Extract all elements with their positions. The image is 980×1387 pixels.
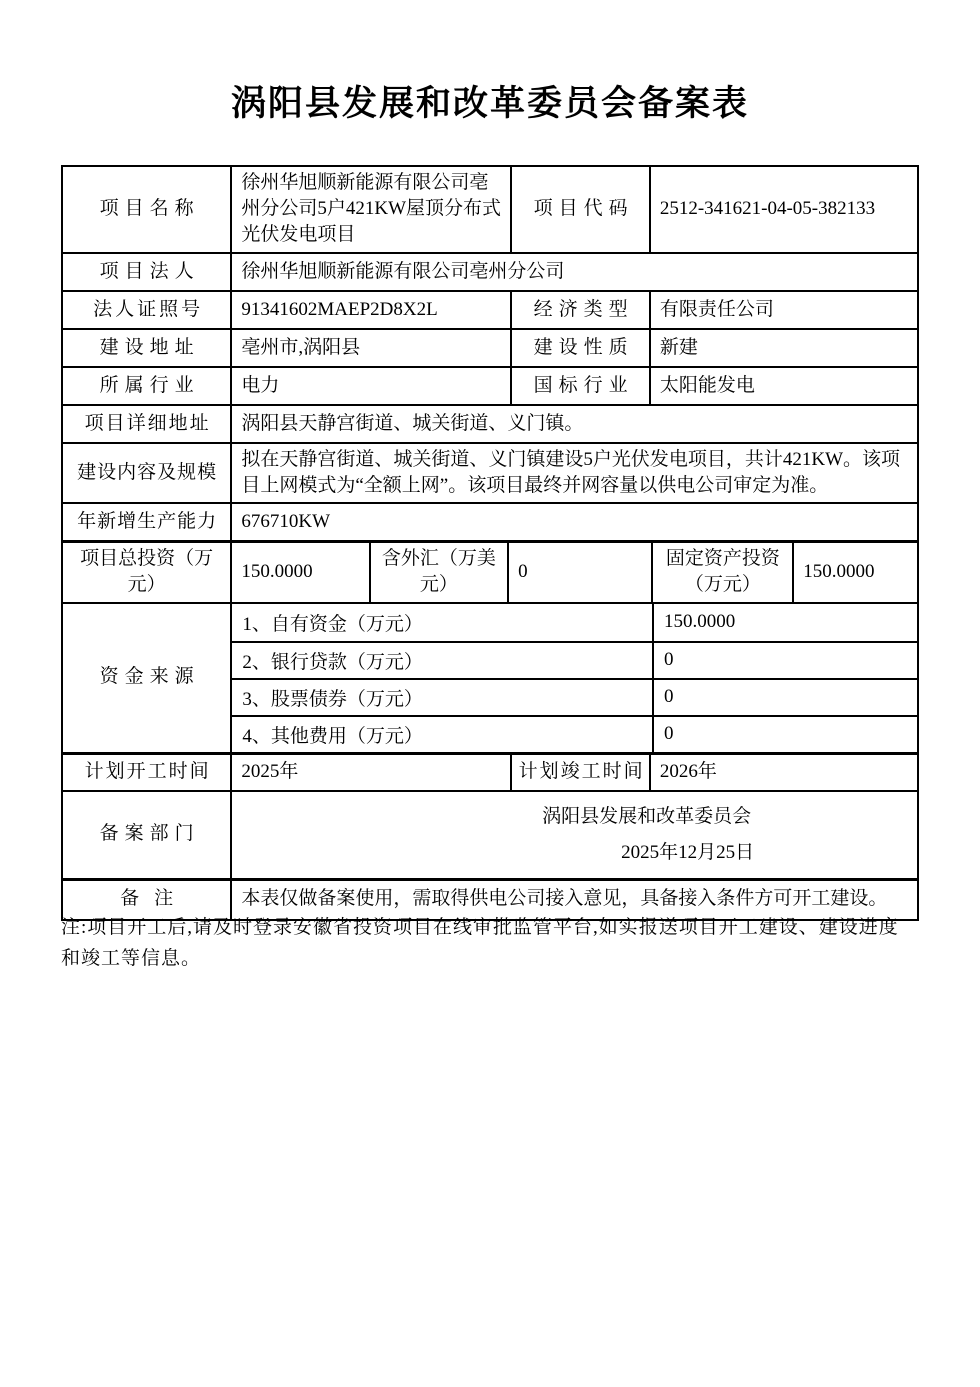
national-industry-label: 国标行业	[510, 368, 648, 404]
fixed-investment-label: 固定资产投资（万元）	[651, 543, 792, 601]
build-address-value: 亳州市,涡阳县	[230, 330, 510, 366]
build-address-label: 建设地址	[99, 336, 200, 358]
detail-address-value: 涡阳县天静宫街道、城关街道、义门镇。	[230, 406, 917, 442]
footnote: 注:项目开工后,请及时登录安徽省投资项目在线审批监管平台,如实报送项目开工建设、建设进度和竣工等信息。	[61, 917, 899, 970]
build-nature-label: 建设性质	[510, 330, 648, 366]
economic-type-value: 有限责任公司	[649, 292, 917, 328]
funding-row-other-costs	[232, 715, 917, 752]
capacity-value: 676710KW	[230, 504, 917, 540]
detail-address-label: 项目详细地址	[84, 412, 211, 434]
row-capacity	[63, 502, 917, 540]
total-investment-label: 项目总投资（万元）	[80, 548, 214, 596]
forex-label: 含外汇（万美元）	[369, 543, 507, 601]
record-dept-org: 涡阳县发展和改革委员会	[542, 806, 752, 828]
row-detail-address	[63, 404, 917, 442]
record-dept-cell	[230, 792, 917, 878]
funding-source-label: 资金来源	[99, 666, 200, 688]
remark-label: 备注	[120, 888, 189, 910]
fixed-investment-value: 150.0000	[792, 543, 917, 601]
planned-start-label: 计划开工时间	[84, 760, 211, 782]
scale-value: 拟在天静宫街道、城关街道、义门镇建设5户光伏发电项目，共计421KW。该项目上网模式为“全额上网”。该项目最终并网容量以供电公司审定为准。	[230, 444, 917, 502]
row-scale	[63, 442, 917, 502]
record-dept-date: 2025年12月25日	[621, 841, 755, 863]
license-no-label: 法人证照号	[93, 298, 204, 320]
planned-finish-label: 计划竣工时间	[510, 755, 648, 790]
funding-item-name: 4、其他费用（万元）	[242, 725, 423, 747]
total-investment-value: 150.0000	[230, 543, 368, 601]
row-build-address	[63, 328, 917, 366]
row-planned-time	[63, 752, 917, 790]
planned-finish-value: 2026年	[649, 755, 917, 790]
industry-label: 所属行业	[99, 374, 200, 396]
legal-person-value: 徐州华旭顺新能源有限公司亳州分公司	[230, 254, 917, 290]
row-record-dept	[63, 790, 917, 878]
project-code-label: 项目代码	[510, 167, 648, 252]
page-title: 涡阳县发展和改革委员会备案表	[230, 84, 749, 123]
funding-item-value: 0	[652, 717, 917, 752]
record-dept-label: 备案部门	[99, 823, 200, 845]
economic-type-label: 经济类型	[510, 292, 648, 328]
industry-value: 电力	[230, 368, 510, 404]
funding-row-own-funds	[232, 604, 917, 641]
remark-value: 本表仅做备案使用，需取得供电公司接入意见，具备接入条件方可开工建设。	[230, 881, 917, 919]
row-license-no	[63, 290, 917, 328]
row-industry	[63, 366, 917, 404]
capacity-label: 年新增生产能力	[77, 510, 218, 532]
funding-row-stocks-bonds	[232, 678, 917, 715]
scale-label: 建设内容及规模	[77, 461, 218, 483]
forex-value: 0	[507, 543, 651, 601]
row-legal-person	[63, 252, 917, 290]
funding-item-name: 3、股票债券（万元）	[242, 688, 423, 710]
funding-row-bank-loan	[232, 641, 917, 678]
funding-item-value: 0	[652, 680, 917, 715]
project-name-value: 徐州华旭顺新能源有限公司亳州分公司5户421KW屋顶分布式光伏发电项目	[230, 167, 510, 252]
funding-item-value: 0	[652, 643, 917, 678]
funding-item-name: 1、自有资金（万元）	[242, 613, 423, 635]
project-name-label: 项目名称	[99, 198, 200, 220]
license-no-value: 91341602MAEP2D8X2L	[230, 292, 510, 328]
registration-form-table	[61, 165, 919, 921]
row-funding-sources	[63, 602, 917, 752]
national-industry-value: 太阳能发电	[649, 368, 917, 404]
row-investment	[63, 540, 917, 601]
planned-start-value: 2025年	[230, 755, 510, 790]
funding-item-value: 150.0000	[652, 604, 917, 641]
funding-item-name: 2、银行贷款（万元）	[242, 651, 423, 673]
funding-subtable	[230, 604, 917, 752]
project-code-value: 2512-341621-04-05-382133	[649, 167, 917, 252]
row-project-name	[63, 167, 917, 252]
build-nature-value: 新建	[649, 330, 917, 366]
legal-person-label: 项目法人	[99, 260, 200, 282]
